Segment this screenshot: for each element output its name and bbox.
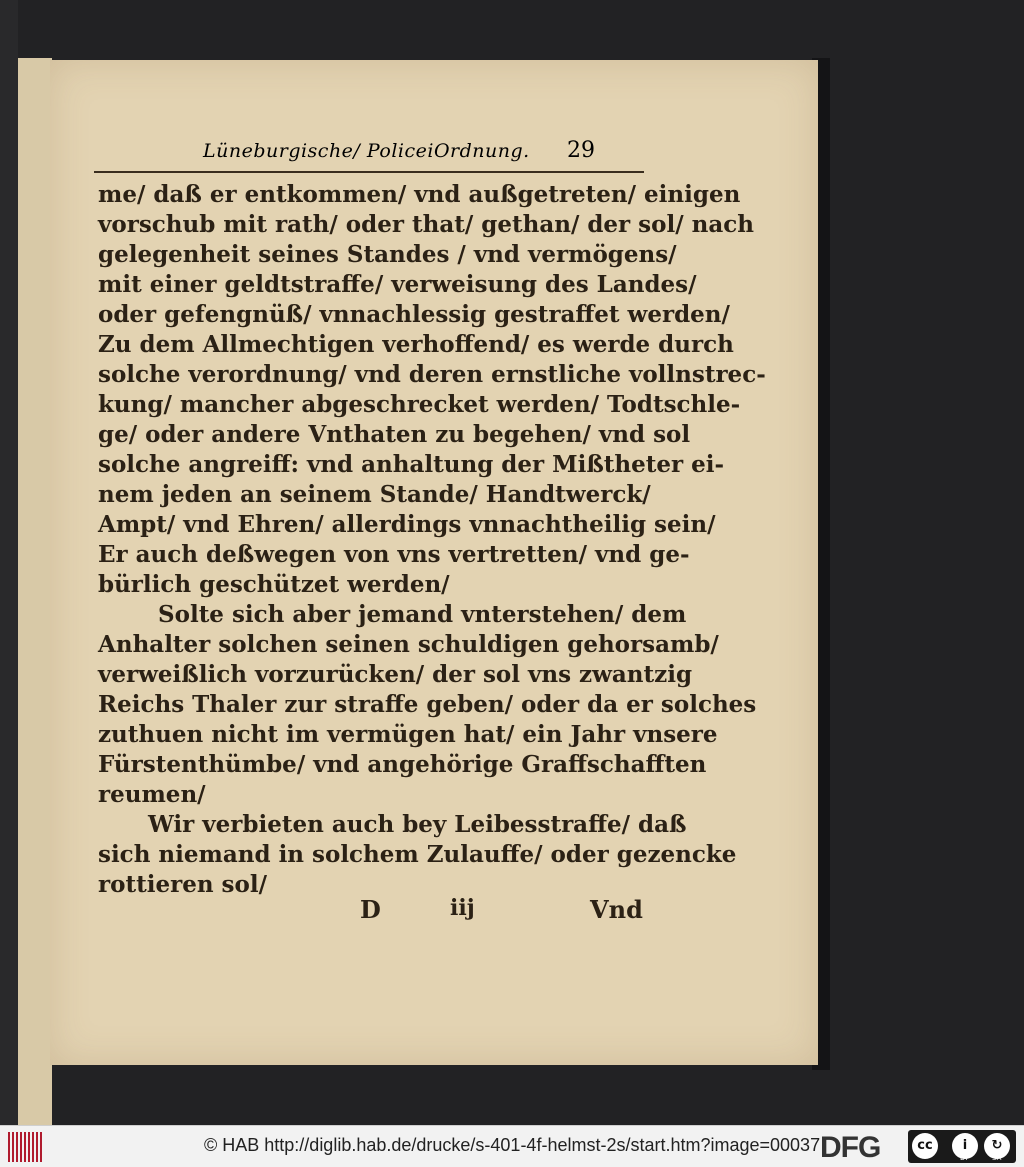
signature-mark: D: [360, 895, 381, 924]
by-label: BY: [960, 1154, 969, 1162]
signature-number: iij: [450, 895, 475, 921]
text-line: oder gefengnüß/ vnnachlessig gestraffet werden/: [98, 301, 730, 328]
text-line: Ampt/ vnd Ehren/ allerdings vnnachtheilig sein/: [98, 511, 716, 538]
text-line: gelegenheit seines Standes / vnd vermögens/: [98, 241, 677, 268]
sa-label: SA: [992, 1154, 1002, 1162]
text-line: Wir verbieten auch bey Leibesstraffe/ daß: [148, 811, 687, 838]
text-line: rottieren sol/: [98, 871, 267, 898]
text-line: verweißlich vorzurücken/ der sol vns zwantzig: [98, 661, 693, 688]
text-line: solche angreiff: vnd anhaltung der Mißtheter ei-: [98, 451, 725, 478]
attribution-icon: i: [952, 1133, 978, 1159]
text-line: nem jeden an seinem Stande/ Handtwerck/: [98, 481, 651, 508]
text-line: solche verordnung/ vnd deren ernstliche vollnstrec-: [98, 361, 766, 388]
text-line: Zu dem Allmechtigen verhoffend/ es werde durch: [98, 331, 734, 358]
footer-bar: [0, 1125, 1024, 1167]
text-line: zuthuen nicht im vermügen hat/ ein Jahr vnsere: [98, 721, 718, 748]
text-line: vorschub mit rath/ oder that/ gethan/ der sol/ nach: [98, 211, 754, 238]
running-head: Lüneburgische/ PoliceiOrdnung.: [203, 140, 530, 162]
barcode-icon: [8, 1132, 44, 1162]
book-page: [50, 60, 818, 1065]
page-number: 29: [567, 138, 595, 163]
cc-license-icon: cc: [912, 1133, 938, 1159]
text-line: reumen/: [98, 781, 206, 808]
catchword: Vnd: [590, 895, 643, 924]
text-line: mit einer geldtstraffe/ verweisung des Landes/: [98, 271, 697, 298]
citation-link[interactable]: © HAB http://diglib.hab.de/drucke/s-401-4f-helmst-2s/start.htm?image=00037: [204, 1135, 821, 1155]
text-line: Reichs Thaler zur straffe geben/ oder da er solches: [98, 691, 757, 718]
text-line: kung/ mancher abgeschrecket werden/ Todtschle-: [98, 391, 741, 418]
text-line: Fürstenthümbe/ vnd angehörige Graffschafften: [98, 751, 707, 778]
text-line: sich niemand in solchem Zulauffe/ oder gezencke: [98, 841, 737, 868]
dfg-logo: DFG: [820, 1131, 881, 1164]
left-border: [0, 0, 18, 1125]
cc-license-badge[interactable]: [908, 1130, 1016, 1163]
header-rule: [94, 171, 644, 173]
share-alike-icon: ↻: [984, 1133, 1010, 1159]
text-line: Anhalter solchen seinen schuldigen gehorsamb/: [98, 631, 719, 658]
text-line: me/ daß er entkommen/ vnd außgetreten/ einigen: [98, 181, 741, 208]
text-line: bürlich geschützet werden/: [98, 571, 450, 598]
text-line: Er auch deßwegen von vns vertretten/ vnd ge-: [98, 541, 690, 568]
text-line: Solte sich aber jemand vnterstehen/ dem: [158, 601, 687, 628]
text-line: ge/ oder andere Vnthaten zu begehen/ vnd sol: [98, 421, 691, 448]
